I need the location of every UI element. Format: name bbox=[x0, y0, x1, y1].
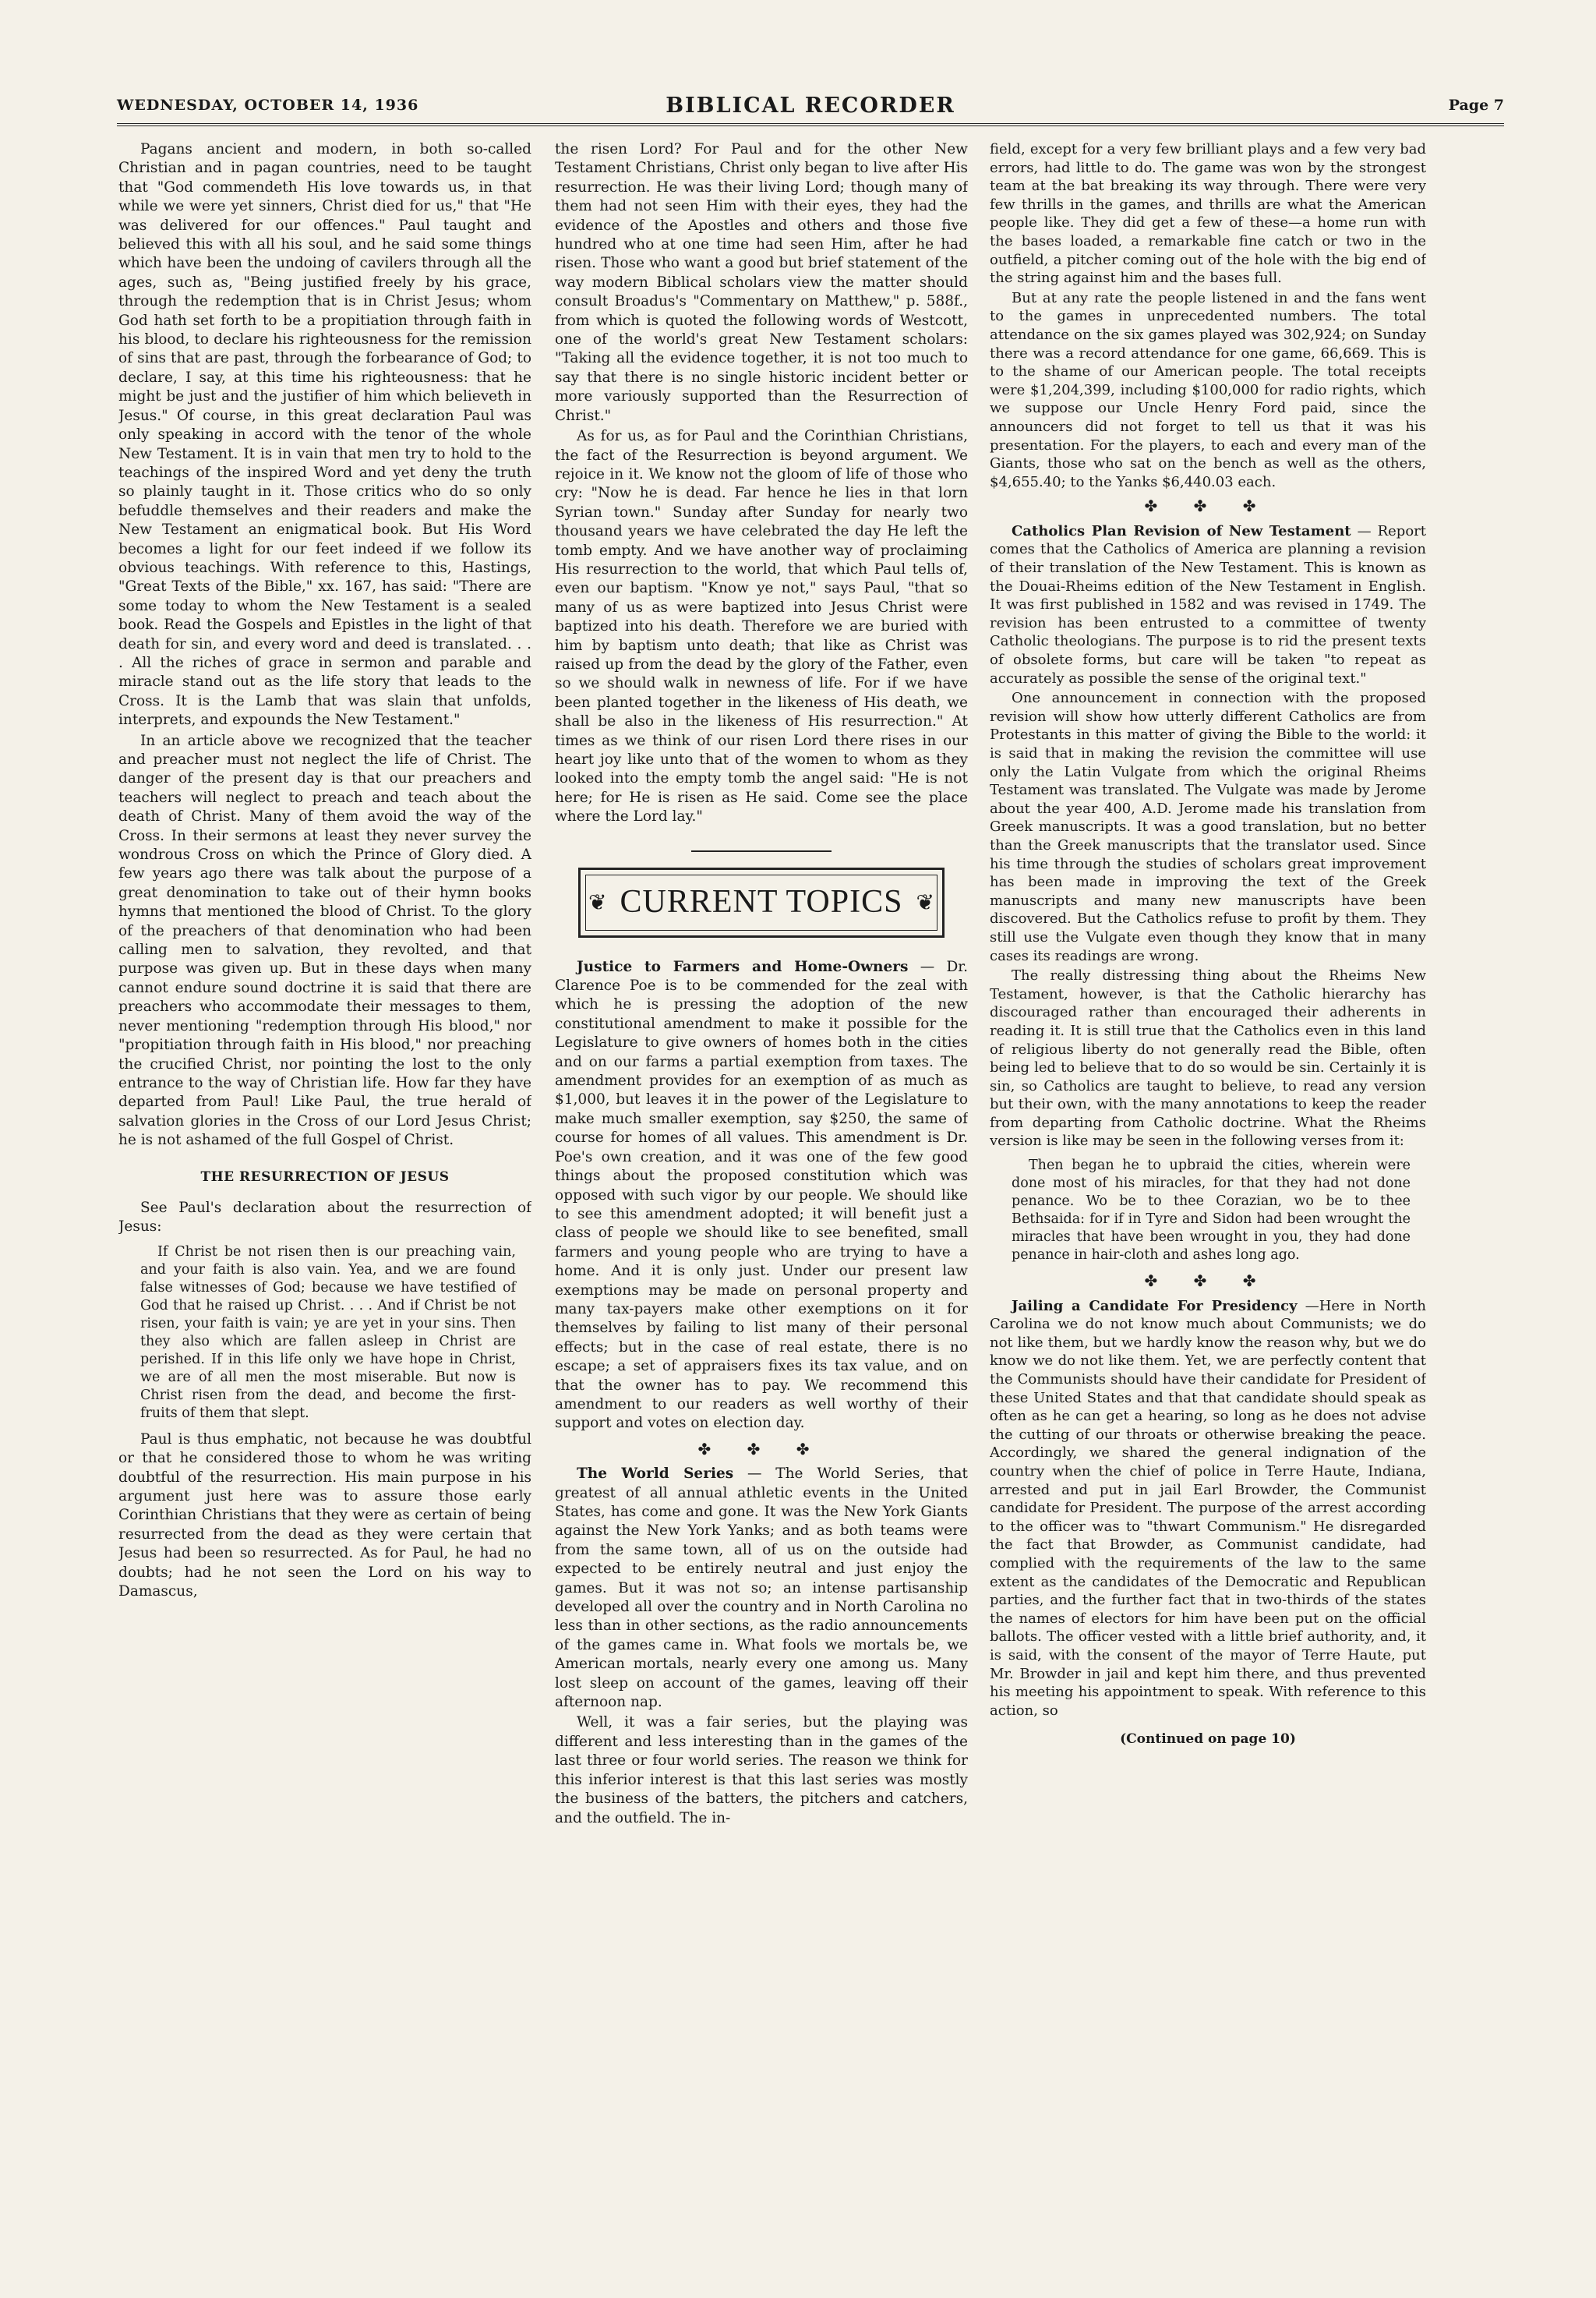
paragraph: Well, it was a fair series, but the playing was different and less interesting than in the games of the last three or four world series. The reason we think for this inferior interest is that this last series was mostly the business of the batters, the pitchers and catchers, and the outfield. The in- bbox=[555, 1714, 968, 1826]
paragraph: Paul is thus emphatic, not because he was doubtful or that he considered those to whom he was writing doubtful of the resurrection. His main purpose in his argument just here was to assure those early Corinthian Christians that they were as certain of being resurrected from the dead as they were certain that Jesus had been so resurrected. As for Paul, he had no doubts; had he not seen the Lord on his way to Damascus, bbox=[118, 1430, 531, 1600]
ornament-divider: ✤ ✤ ✤ bbox=[1144, 1271, 1272, 1291]
article-jailing bbox=[990, 1297, 1426, 1720]
paragraph: See Paul's declaration about the resurrection of Jesus: bbox=[118, 1199, 531, 1236]
continued-notice: (Continued on page 10) bbox=[1120, 1731, 1296, 1748]
article-lead: Jailing a Candidate For Presidency bbox=[1012, 1297, 1298, 1314]
scripture-quote bbox=[1012, 1157, 1411, 1264]
article-body: — Dr. Clarence Poe is to be commended for the zeal with which he is pressing the adoption of the new constitutional amendment to make it possible for the Legislature to give owners of homes both in the cities and on our farms a partial exemption from taxes. The amendment provides for an exemption of as much as $1,000, but leaves it in the power of the Legislature to make much smaller exemption, say $250, the same of course for homes of all values. This amendment is Dr. Poe's own creation, and it was one of the few good things about the proposed constitution which was opposed with such vigor by our people. We should like to see this amendment adopted; it will benefit just a class of people we should like to see benefited, small farmers and young people who are trying to have a home. And it is only just. Under our present law exemptions may be made on personal property and many tax-payers make other exemptions on it for themselves by failing to list many of their personal effects; but in the case of real estate, there is no escape; a set of appraisers fixes its tax value, and on that the owner has to pay. We recommend this amendment to our readers as well worthy of their support and votes on election day. bbox=[555, 958, 968, 1432]
issue-date: WEDNESDAY, OCTOBER 14, 1936 bbox=[117, 97, 419, 114]
quote-text: Then began he to upbraid the cities, wherein were done most of his miracles, for that they had not done penance. Wo be to thee Corazian, wo be to thee Bethsaida: for if in Tyre and Sidon had been wrought the miracles that have been wrought in you, they had done penance in hair-cloth and ashes long ago. bbox=[1012, 1158, 1411, 1264]
current-topics-banner bbox=[578, 868, 945, 938]
article-lead: Justice to Farmers and Home-Owners bbox=[577, 958, 909, 975]
article-catholics bbox=[990, 522, 1426, 688]
paragraph: field, except for a very few brilliant plays and a few very bad errors, had little to do. The game was won by the strongest team at the bat breaking its way through. There were very few thrills in the games, and thrills are what the American people like. They did get a few of these—a home run with the bases loaded, a remarkable fine catch or two in the outfield, a pitcher coming out of the hole with the big end of the string against him and the bases full. bbox=[990, 141, 1426, 287]
paragraph: the risen Lord? For Paul and for the other New Testament Christians, Christ only began to live after His resurrection. He was their living Lord; though many of them had not seen Him with their eyes, they had the evidence of the Apostles and others and those five hundred who at one time had seen Him, after he had risen. Those who want a good but brief statement of the way modern Biblical scholars view the matter should consult Broadus's "Commentary on Matthew," p. 588f., from which is quoted the following words of Westcott, one of the world's great New Testament scholars: "Taking all the evidence together, it is not too much to say that there is no single historic incident better or more variously supported than the Resurrection of Christ." bbox=[555, 141, 968, 424]
paragraph: The really distressing thing about the Rheims New Testament, however, is that the Catholic hierarchy has discouraged rather than encouraged their adherents in reading it. It is still true that the Catholics even in this land of religious liberty do not generally read the Bible, often being led to believe that to do so would be sin. Certainly it is sin, so Catholics are taught to believe, to read any version but their own, with the many annotations to keep the reader from departing from Catholic doctrine. What the Rheims version is like may be seen in the following verses from it: bbox=[990, 967, 1426, 1150]
masthead bbox=[117, 92, 1504, 126]
column-1 bbox=[118, 140, 531, 2276]
paragraph: One announcement in connection with the proposed revision will show how utterly different Catholics are from Protestants in this matter of giving the Bible to the world: it is said that in making the revision the committee will use only the Latin Vulgate from which the original Rheims Testament was translated. The Vulgate was made by Jerome about the year 400, A.D. Jerome made his translation from Greek manuscripts. It was a good translation, but no better than the Greek manuscripts that the translator used. Since his time through the studies of scholars great improvement has been made in improving the text of the Greek manuscripts and many new manuscripts have been discovered. But the Catholics refuse to profit by them. They still use the Vulgate even though they know that in many cases its readings are wrong. bbox=[990, 690, 1426, 964]
paragraph: In an article above we recognized that the teacher and preacher must not neglect the life of Christ. The danger of the present day is that our preachers and teachers will neglect to preach and teach about the death of Christ. Many of them avoid the way of the Cross. In their sermons at least they never survey the wondrous Cross on which the Prince of Glory died. A few years ago there was talk about the purpose of a great denomination to take out of their hymn books hymns that mentioned the blood of Christ. To the glory of the preachers of that denomination who had been calling men to salvation, they revolted, and that purpose was given up. But in these days when many cannot endure sound doctrine it is said that there are preachers who accommodate their messages to them, never mentioning "redemption through His blood," nor "propitiation through faith in His blood," nor preaching the crucified Christ, nor pointing the lost to the only entrance to the way of Christian life. How far they have departed from Paul! Like Paul, the true herald of salvation glories in the Cross of our Lord Jesus Christ; he is not ashamed of the full Gospel of Christ. bbox=[118, 732, 531, 1149]
scroll-ornament-icon: ❦ bbox=[588, 889, 607, 915]
article-body: — Report comes that the Catholics of America are planning a revision of their translation of the New Testament. This is known as the Douai-Rheims edition of the New Testament in English. It was first published in 1582 and was revised in 1749. The revision has been entrusted to a committee of twenty Catholic theologians. The purpose is to rid the present texts of obsolete forms, but care will be taken "to repeat as accurately as possible the sense of the original text." bbox=[990, 522, 1426, 687]
scripture-quote bbox=[140, 1243, 516, 1423]
paragraph: As for us, as for Paul and the Corinthian Christians, the fact of the Resurrection is beyond argument. We rejoice in it. We know not the gloom of life of those who cry: "Now he is dead. Far hence he lies in that lorn Syrian town." Sunday after Sunday for nearly two thousand years we have celebrated the day He left the tomb empty. And we have another way of proclaiming His resurrection to the world, that which Paul tells of, even our baptism. "Know ye not," says Paul, "that so many of us as were baptized into Jesus Christ were baptized into his death. Therefore we are buried with him by baptism unto death; that like as Christ was raised up from the dead by the glory of the Father, even so we should walk in newness of life. For if we have been planted together in the likeness of His death, we shall be also in the likeness of His resurrection." At times as we think of our risen Lord there rises in our heart joy like unto that of the women to whom as they looked into the empty tomb the angel said: "He is not here; for He is risen as He said. Come see the place where the Lord lay." bbox=[555, 428, 968, 826]
article-lead: The World Series bbox=[577, 1465, 734, 1483]
quote-text: If Christ be not risen then is our preaching vain, and your faith is also vain. Yea, and we are found false witnesses of God; because we have testified of God that he raised up Christ. . . . And if Christ be not risen, your faith is vain; ye are yet in your sins. Then they also which are fallen asleep in Christ are perished. If in this life only we have hope in Christ, we are of all men the most miserable. But now is Christ risen from the dead, and become the first-fruits of them that slept. bbox=[140, 1243, 516, 1421]
column-3 bbox=[990, 140, 1426, 2276]
paragraph: Pagans ancient and modern, in both so-called Christian and in pagan countries, need to be taught that "God commendeth His love towards us, in that while we were yet sinners, Christ died for us," that "He was delivered for our offences." Paul taught and believed this with all his soul, and he said some things which have been the undoing of cavilers through all the ages, such as, "Being justified freely by his grace, through the redemption that is in Christ Jesus; whom God hath set forth to be a propitiation through faith in his blood, to declare his righteousness for the remission of sins that are past, through the forbearance of God; to declare, I say, at this time his righteousness: that he might be just and the justifier of him which believeth in Jesus." Of course, in this great declaration Paul was only speaking in accord with the tenor of the whole New Testament. It is in vain that men try to hold to the teachings of the inspired Word and yet deny the truth so plainly taught in it. Those critics who do so only befuddle themselves and their readers and make the New Testament an enigmatical book. But His Word becomes a light for our feet indeed if we follow its obvious teachings. With reference to this, Hastings, "Great Texts of the Bible," xx. 167, has said: "There are some today to whom the New Testament is a sealed book. Read the Gospels and Epistles in the light of that death for sin, and every word and deed is translated. . . . All the riches of grace in sermon and parable and miracle stand out as the life story that leads to the Cross. It is the Lamb that was slain that unfolds, interprets, and expounds the New Testament." bbox=[118, 141, 531, 729]
article-farmers bbox=[555, 958, 968, 1434]
article-body: — The World Series, that greatest of all annual athletic events in the United States, has come and gone. It was the New York Giants against the New York Yanks; and as both teams were from the same town, all of us on the outside had expected to be entirely neutral and just enjoy the games. But it was not so; an intense partisanship developed all over the country and in North Carolina no less than in other sections, as the radio announcements of the games came in. What fools we mortals be, we American mortals, nearly every one among us. Many lost sleep on account of the games, leaving off their afternoon nap. bbox=[555, 1465, 968, 1711]
page-number: Page 7 bbox=[1448, 97, 1504, 114]
article-world-series bbox=[555, 1465, 968, 1712]
scroll-ornament-icon: ❦ bbox=[916, 889, 934, 915]
article-body: —Here in North Carolina we do not know much about Communists; we do not like them, but we hardly know the reason why, but we do know we do not like them. Yet, we are perfectly content that the Communists should have their candidate for President of these United States and that that candidate should speak as often as he can get a hearing, so long as he does not advise the cutting of our throats or otherwise breaking the peace. Accordingly, we shared the general indignation of the country when the chief of police in Terre Haute, Indiana, arrested and put in jail Earl Browder, the Communist candidate for President. The purpose of the arrest according to the officer was to "thwart Communism." He disregarded the fact that Browder, as Communist candidate, had complied with the requirements of the law to the same extent as the candidates of the Democratic and Republican parties, and the further fact that in two-thirds of the states the names of electors for him have been put on the official ballots. The officer vested with a little brief authority, and, it is said, with the consent of the mayor of Terre Haute, put Mr. Browder in jail and kept him there, and thus prevented his meeting his appointment to speak. With reference to this action, so bbox=[990, 1297, 1426, 1719]
divider-rule bbox=[691, 850, 832, 852]
newspaper-title: BIBLICAL RECORDER bbox=[666, 94, 955, 118]
column-2 bbox=[555, 140, 968, 2276]
section-heading-resurrection: THE RESURRECTION OF JESUS bbox=[200, 1168, 450, 1185]
banner-title: CURRENT TOPICS bbox=[620, 884, 903, 921]
ornament-divider: ✤ ✤ ✤ bbox=[697, 1439, 825, 1458]
ornament-divider: ✤ ✤ ✤ bbox=[1144, 497, 1272, 516]
article-lead: Catholics Plan Revision of New Testament bbox=[1012, 522, 1351, 539]
paragraph: But at any rate the people listened in and the fans went to the games in unprecedented numbers. The total attendance on the six games played was 302,924; on Sunday there was a record attendance for one game, 66,669. This is to the shame of our American people. The total receipts were $1,204,399, including $100,000 for radio rights, which we suppose our Uncle Henry Ford paid, since the announcers did not forget to tell us that it was his presentation. For the players, to each and every man of the Giants, those who sat on the bench as well as the others, $4,655.40; to the Yanks $6,440.03 each. bbox=[990, 289, 1426, 490]
